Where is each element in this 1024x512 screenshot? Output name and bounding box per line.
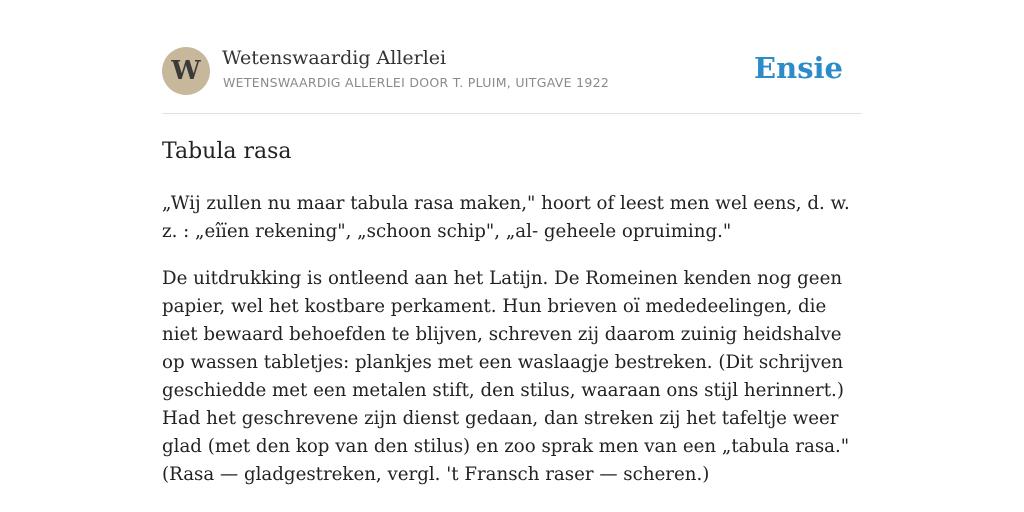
entry-paragraph: De uitdrukking is ontleend aan het Latijn. De Romeinen kenden nog geen papier, wel het kostbare perkament. Hun brieven oï mededeelingen, die niet bewaard behoefden te blijven, schreven zij daarom zuinig heidshalve op wassen tabletjes: plankjes met een waslaagje bestreken. (Dit schrijven geschiedde met een metalen stift, den stilus, waaraan ons stijl herinnert.) Had het geschrevene zijn dienst gedaan, dan streken zij het tafeltje weer glad (met den kop van den stilus) en zoo sprak men van een „tabula rasa." (Rasa — gladgestreken, vergl. 't Fransch raser — scheren.)	[162, 268, 850, 485]
entry-body	[162, 190, 867, 508]
source-header	[162, 47, 862, 97]
entry-title: Tabula rasa	[162, 139, 292, 164]
source-title[interactable]: Wetenswaardig Allerlei	[222, 47, 447, 69]
ensie-logo[interactable]: Ensie	[754, 51, 843, 85]
source-subtitle: WETENSWAARDIG ALLERLEI DOOR T. PLUIM, UITGAVE 1922	[223, 75, 610, 90]
source-avatar[interactable]: W	[162, 47, 210, 95]
entry-paragraph: „Wij zullen nu maar tabula rasa maken," hoort of leest men wel eens, d. w. z. : „eîïen rekening", „schoon schip", „al- geheele opruiming."	[162, 193, 850, 242]
header-divider	[162, 113, 862, 114]
